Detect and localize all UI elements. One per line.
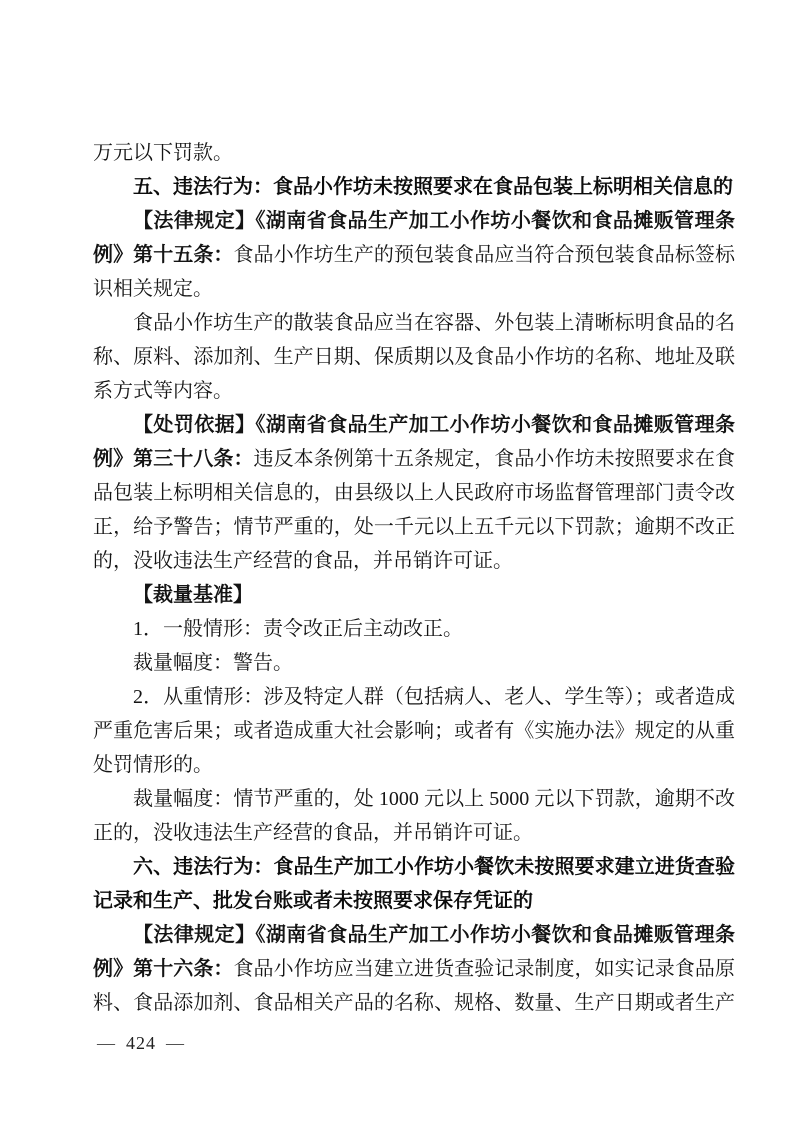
footer-dash-left: —	[97, 1033, 116, 1053]
bold-text-segment: 【处罚依据】《湖南省食品生产加工小作坊小餐饮和食品摊贩管理条例》第三十八条：	[93, 414, 735, 470]
footer-dash-right: —	[166, 1033, 185, 1053]
paragraph	[93, 646, 735, 680]
page-footer	[97, 1032, 185, 1054]
text-segment: 食品小作坊应当建立进货查验记录制度，如实记录食品原料、食品添加剂、食品相关产品的名称、规格、数量、生产日期或者生产	[93, 958, 736, 1014]
text-segment: 裁量幅度：情节严重的，处 1000 元以上 5000 元以下罚款，逾期不改正的，没收违法生产经营的食品，并吊销许可证。	[93, 788, 735, 844]
section-heading	[93, 170, 735, 204]
page-number: 424	[126, 1033, 156, 1053]
paragraph	[93, 782, 735, 850]
bold-text-segment: 【法律规定】《湖南省食品生产加工小作坊小餐饮和食品摊贩管理条例》第十五条：	[93, 210, 735, 266]
paragraph	[93, 680, 735, 782]
paragraph	[93, 612, 735, 646]
paragraph	[93, 918, 735, 1020]
text-segment: 食品小作坊生产的散装食品应当在容器、外包装上清晰标明食品的名称、原料、添加剂、生产日期、保质期以及食品小作坊的名称、地址及联系方式等内容。	[93, 312, 735, 402]
document-body	[93, 136, 735, 1020]
text-segment: 2．从重情形：涉及特定人群（包括病人、老人、学生等）；或者造成严重危害后果；或者造成重大社会影响；或者有《实施办法》规定的从重处罚情形的。	[93, 686, 735, 776]
paragraph	[93, 306, 735, 408]
paragraph	[93, 204, 735, 306]
bold-text-segment: 【法律规定】《湖南省食品生产加工小作坊小餐饮和食品摊贩管理条例》第十六条：	[93, 924, 735, 980]
text-segment: 万元以下罚款。	[93, 142, 233, 164]
paragraph	[93, 408, 735, 578]
bold-text-segment: 五、违法行为：食品小作坊未按照要求在食品包装上标明相关信息的	[133, 176, 733, 198]
bold-text-segment: 【裁量基准】	[133, 584, 253, 606]
text-segment: 食品小作坊生产的预包装食品应当符合预包装食品标签标识相关规定。	[93, 244, 736, 300]
text-segment: 1．一般情形：责令改正后主动改正。	[133, 618, 463, 640]
bold-text-segment: 六、违法行为：食品生产加工小作坊小餐饮未按照要求建立进货查验记录和生产、批发台账或者未按照要求保存凭证的	[93, 856, 735, 912]
text-segment: 裁量幅度：警告。	[133, 652, 293, 674]
text-segment: 违反本条例第十五条规定，食品小作坊未按照要求在食品包装上标明相关信息的，由县级以上人民政府市场监督管理部门责令改正，给予警告；情节严重的，处一千元以上五千元以下罚款；逾期不改正的，没收违法生产经营的食品，并吊销许可证。	[93, 448, 736, 572]
section-heading	[93, 850, 735, 918]
paragraph	[93, 136, 735, 170]
paragraph	[93, 578, 735, 612]
